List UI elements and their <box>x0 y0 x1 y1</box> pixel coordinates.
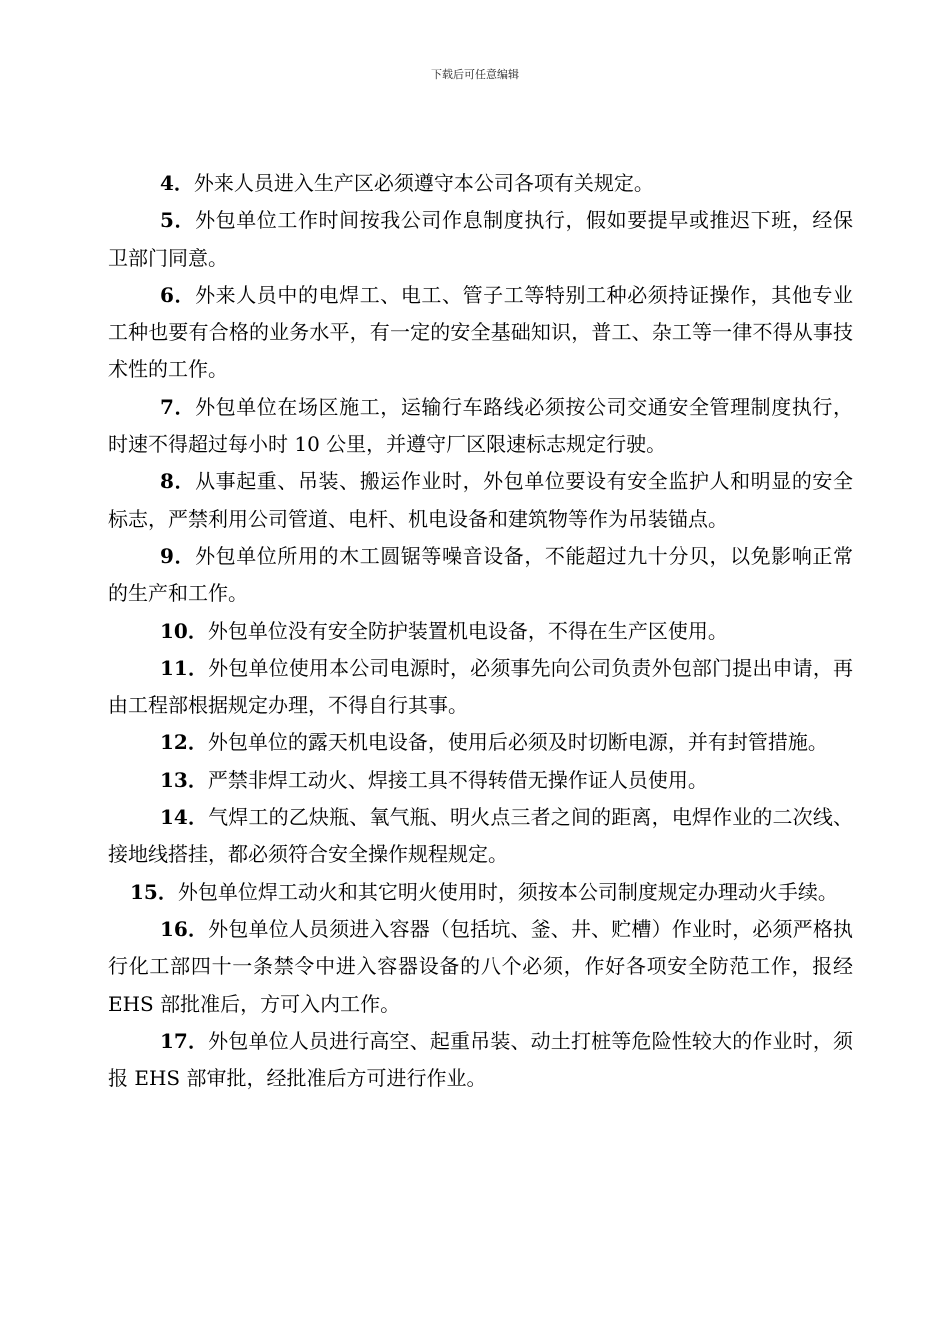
paragraph-number: 10． <box>160 618 208 643</box>
paragraph-text: 外包单位在场区施工，运输行车路线必须按公司交通安全管理制度执行，时速不得超过每小时 10 公里，并遵守厂区限速标志规定行驶。 <box>108 394 853 457</box>
paragraph-number: 11． <box>160 655 209 680</box>
paragraph-text: 从事起重、吊装、搬运作业时，外包单位要设有安全监护人和明显的安全标志，严禁利用公司管道、电杆、机电设备和建筑物等作为吊装锚点。 <box>108 469 853 531</box>
paragraph-8 <box>108 463 853 538</box>
paragraph-number: 16． <box>160 916 209 941</box>
paragraph-7 <box>108 389 853 464</box>
paragraph-11 <box>108 650 853 725</box>
paragraph-text: 气焊工的乙炔瓶、氧气瓶、明火点三者之间的距离，电焊作业的二次线、接地线搭挂，都必须符合安全操作规程规定。 <box>108 805 853 867</box>
paragraph-text: 外包单位人员进行高空、起重吊装、动土打桩等危险性较大的作业时，须报 EHS 部审批，经批准后方可进行作业。 <box>108 1028 853 1091</box>
paragraph-9 <box>108 538 853 613</box>
paragraph-number: 6． <box>160 282 196 307</box>
paragraph-text: 外包单位没有安全防护装置机电设备，不得在生产区使用。 <box>207 618 728 643</box>
paragraph-text: 外来人员中的电焊工、电工、管子工等特别工种必须持证操作，其他专业工种也要有合格的业务水平，有一定的安全基础知识，普工、杂工等一律不得从事技术性的工作。 <box>108 282 853 382</box>
paragraph-text: 外包单位焊工动火和其它明火使用时，须按本公司制度规定办理动火手续。 <box>177 879 838 904</box>
paragraph-text: 外包单位工作时间按我公司作息制度执行，假如要提早或推迟下班，经保卫部门同意。 <box>108 208 853 270</box>
paragraph-text: 外包单位所用的木工圆锯等噪音设备，不能超过九十分贝，以免影响正常的生产和工作。 <box>108 543 853 606</box>
paragraph-10 <box>108 613 853 650</box>
paragraph-5 <box>108 202 853 277</box>
paragraph-text: 严禁非焊工动火、焊接工具不得转借无操作证人员使用。 <box>207 767 708 792</box>
paragraph-text: 外包单位使用本公司电源时，必须事先向公司负责外包部门提出申请，再由工程部根据规定办理，不得自行其事。 <box>108 655 853 718</box>
paragraph-4 <box>108 165 853 202</box>
paragraph-13 <box>108 762 853 799</box>
paragraph-number: 12． <box>160 730 208 755</box>
paragraph-6 <box>108 277 853 389</box>
paragraph-number: 4． <box>160 171 194 195</box>
paragraph-number: 14． <box>160 805 209 830</box>
paragraph-15 <box>108 874 853 911</box>
paragraph-14 <box>108 799 853 874</box>
paragraph-number: 8． <box>160 469 196 494</box>
paragraph-number: 9． <box>160 543 196 568</box>
paragraph-number: 13． <box>160 767 208 792</box>
paragraph-16 <box>108 911 853 1023</box>
paragraph-number: 7． <box>160 394 196 419</box>
paragraph-17 <box>108 1023 853 1098</box>
paragraph-number: 5． <box>160 208 196 233</box>
page-header-note: 下载后可任意编辑 <box>431 68 519 81</box>
paragraph-12 <box>108 724 853 761</box>
paragraph-text: 外包单位人员须进入容器（包括坑、釜、井、贮槽）作业时，必须严格执行化工部四十一条禁令中进入容器设备的八个必须，作好各项安全防范工作，报经 EHS 部批准后，方可入内工作。 <box>108 916 853 1016</box>
paragraph-text: 外来人员进入生产区必须遵守本公司各项有关规定。 <box>193 171 654 195</box>
document-body <box>108 165 853 1097</box>
paragraph-number: 17． <box>160 1028 209 1053</box>
paragraph-number: 15． <box>130 879 178 904</box>
paragraph-text: 外包单位的露天机电设备，使用后必须及时切断电源，并有封管措施。 <box>207 730 828 755</box>
